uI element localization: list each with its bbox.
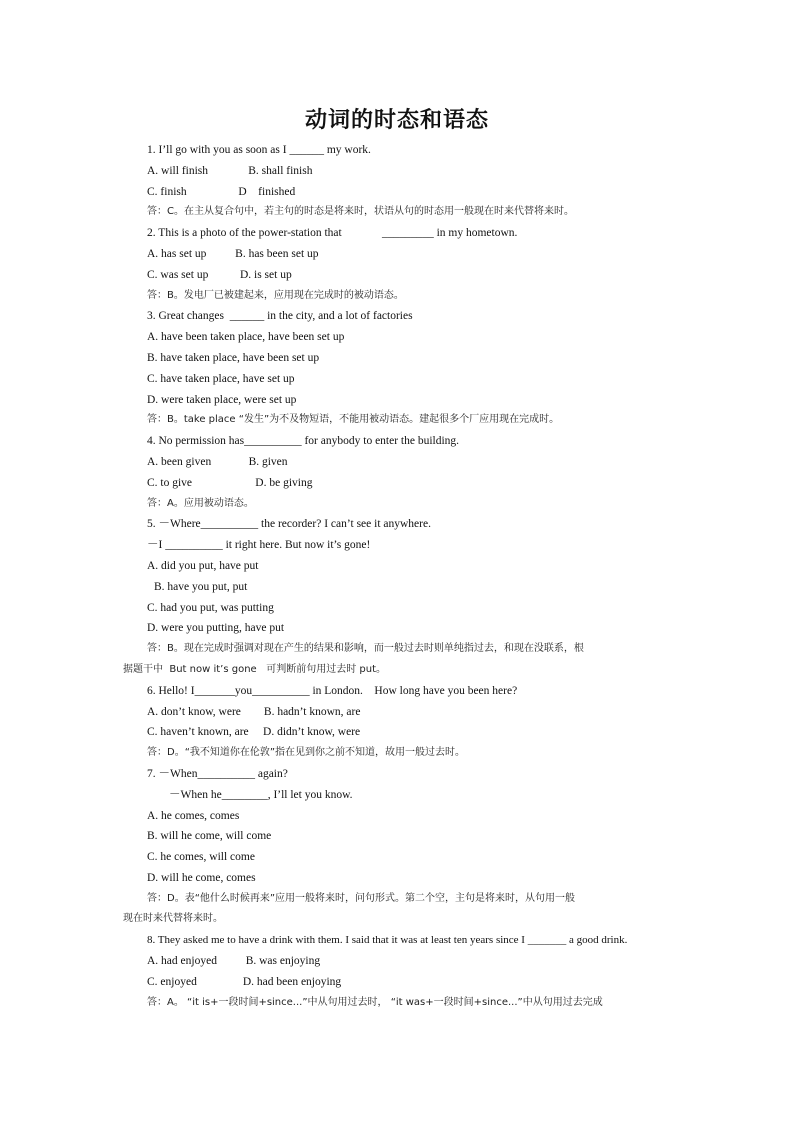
question-stem: 6. Hello! I_______you__________ in London. How long have you been here? (147, 684, 518, 697)
question-option: D. were taken place, were set up (147, 393, 297, 406)
question-option: B. have taken place, have been set up (147, 351, 320, 364)
question-option: B. will he come, will come (147, 830, 272, 843)
question-stem: 7. －When__________ again? (147, 767, 288, 780)
question-stem: 4. No permission has__________ for anybody to enter the building. (147, 435, 460, 448)
question-option: C. finish D finished (147, 185, 296, 198)
question-option: C. had you put, was putting (147, 601, 274, 614)
question-stem: 5. －Where__________ the recorder? I can’t see it anywhere. (147, 518, 431, 531)
question-stem: 1. I’ll go with you as soon as I ______ my work. (147, 144, 371, 156)
question-list (123, 140, 682, 1013)
question-stem: －When he________, I’ll let you know. (169, 788, 353, 801)
answer-explanation: 答：B。发电厂已被建起来，应用现在完成时的被动语态。 (147, 289, 404, 301)
answer-explanation: 答：D。“我不知道你在伦敦”指在见到你之前不知道，故用一般过去时。 (147, 747, 466, 759)
answer-explanation: 答：A。 “it is+一段时间+since...”中从句用过去时， “it was+一段时间+since...”中从句用过去完成 (147, 996, 603, 1008)
answer-explanation: 答：A。应用被动语态。 (147, 497, 254, 509)
question-option: C. to give D. be giving (147, 476, 313, 489)
question-option: D. will he come, comes (147, 871, 256, 884)
page-title: 动词的时态和语态 (304, 107, 489, 133)
question-option: B. have you put, put (154, 580, 248, 593)
answer-explanation: 据题干中 But now it’s gone 可判断前句用过去时 put。 (123, 663, 387, 675)
answer-explanation: 答：C。在主从复合句中，若主句的时态是将来时，状语从句的时态用一般现在时来代替将来时。 (147, 206, 574, 218)
answer-explanation: 答：B。take place “发生”为不及物短语，不能用被动语态。建起很多个厂应用现在完成时。 (147, 414, 560, 426)
question-option: A. did you put, have put (147, 559, 259, 572)
question-option: C. he comes, will come (147, 851, 255, 864)
question-option: A. have been taken place, have been set up (147, 331, 345, 344)
question-option: C. was set up D. is set up (147, 268, 292, 281)
question-stem: 2. This is a photo of the power-station that _________ in my hometown. (147, 227, 518, 240)
question-option: A. he comes, comes (147, 809, 240, 822)
answer-explanation: 答：D。表“他什么时候再来”应用一般将来时，问句形式。第二个空，主句是将来时，从句用一般 (147, 892, 576, 904)
question-option: C. have taken place, have set up (147, 372, 295, 385)
question-stem: 3. Great changes ______ in the city, and a lot of factories (147, 310, 413, 323)
question-option: C. haven’t known, are D. didn’t know, were (147, 726, 361, 739)
answer-explanation: 现在时来代替将来时。 (123, 913, 223, 925)
question-option: A. don’t know, were B. hadn’t known, are (147, 705, 361, 718)
question-option: C. enjoyed D. had been enjoying (147, 975, 342, 988)
answer-explanation: 答：B。现在完成时强调对现在产生的结果和影响，而一般过去时则单纯指过去，和现在没联系，根 (147, 643, 584, 655)
question-option: D. were you putting, have put (147, 622, 285, 635)
question-option: A. has set up B. has been set up (147, 247, 319, 260)
question-option: A. had enjoyed B. was enjoying (147, 955, 321, 968)
question-stem: －I __________ it right here. But now it’s gone! (147, 539, 371, 552)
question-option: A. will finish B. shall finish (147, 164, 313, 177)
question-option: A. been given B. given (147, 455, 288, 468)
question-stem: 8. They asked me to have a drink with them. I said that it was at least ten years since I _______ a good drink. (147, 934, 628, 947)
